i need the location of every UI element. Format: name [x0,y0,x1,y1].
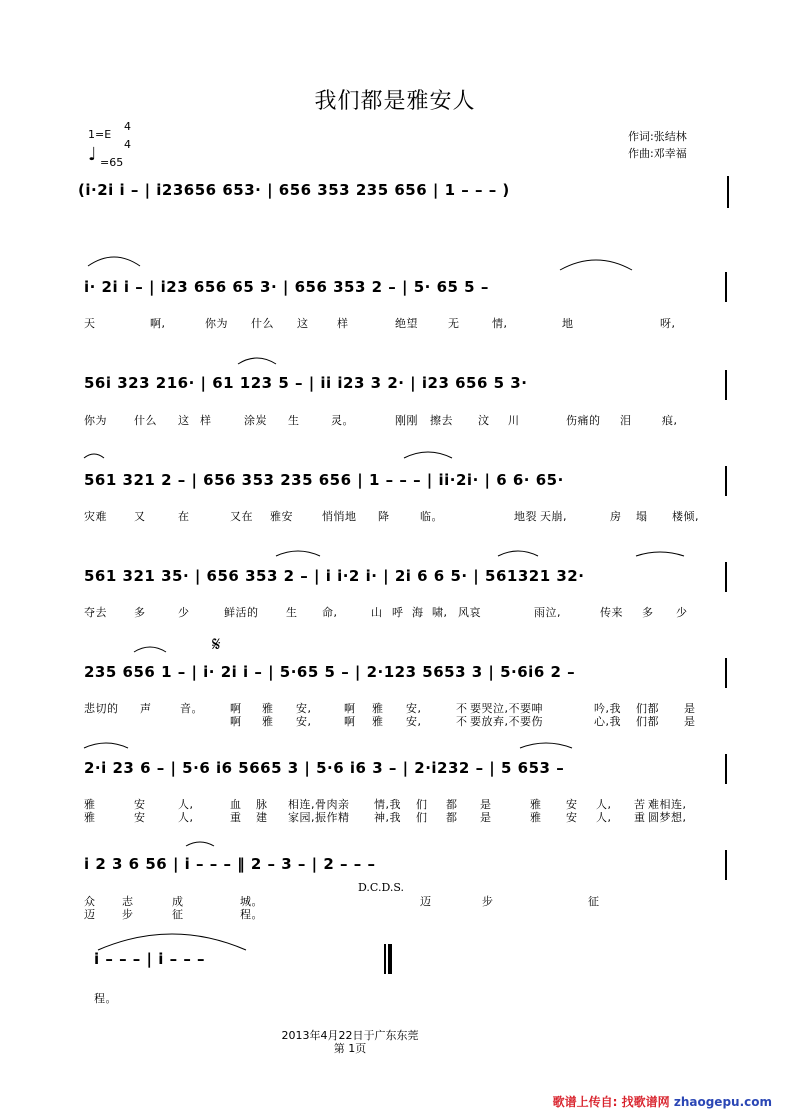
lyric: 泪 [620,414,632,427]
lyric: 地 [562,317,574,330]
lyric: 安, [296,715,312,728]
lyric: 雅安 [270,510,293,523]
lyric: 志 [122,895,134,908]
lyric: 样 [200,414,212,427]
watermark-site: 找歌谱网 [621,1095,670,1109]
lyric: 重 [634,811,646,824]
footer-date: 2013年4月22日于广东东莞 [281,1029,419,1042]
lyric: 在 [178,510,190,523]
quarter-note-icon: ♩ [88,144,97,165]
lyric: 迈 [420,895,432,908]
lyric: 城。 [240,895,263,908]
lyric: 难相连, [648,798,687,811]
lyric: 擦去 [430,414,453,427]
lyric: 灵。 [331,414,354,427]
lyric: 神,我 [374,811,401,824]
lyric: 程。 [94,992,117,1005]
lyric: 们 [416,811,428,824]
lyric: 众 [84,895,96,908]
lyric: 是 [480,811,492,824]
lyric: 这 [178,414,190,427]
lyric: 啊 [344,702,356,715]
lyric: 这 [297,317,309,330]
lyric: 雨泣, [534,606,561,619]
lyric: 程。 [240,908,263,921]
lyric: 雅 [530,811,542,824]
lyric: 多 [134,606,146,619]
lyric: 海 [412,606,424,619]
lyric: 川 [508,414,520,427]
composer: 作曲:邓幸福 [628,147,687,160]
notation-row-7: 2·i 23 6 – | 5·6 i6 5665 3 | 5·6 i6 3 – | 2·i232 – | 5 653 – [84,759,565,777]
lyric: 人, [178,811,194,824]
lyric: 又 [134,510,146,523]
lyric: 不 [456,702,468,715]
lyric: 情,我 [374,798,401,811]
lyricist: 作词:张结林 [628,130,687,143]
lyric: 们都 [636,715,659,728]
notation-row-2: i· 2i i – | i23 656 65 3· | 656 353 2 – | 5· 65 5 – [84,278,489,296]
time-sig-top: 4 [124,120,131,133]
lyric: 天 [84,317,96,330]
lyric: 又在 [230,510,253,523]
lyric: 安 [134,798,146,811]
lyric: 鲜活的 [224,606,259,619]
lyric: 涂炭 [244,414,267,427]
lyric: 汶 [478,414,490,427]
footer-page: 第 1页 [333,1042,367,1055]
lyric: 生 [286,606,298,619]
lyric: 安 [134,811,146,824]
lyric: 成 [172,895,184,908]
notation-row-8: i 2 3 6 56 | i – – – ‖ 2 – 3 – | 2 – – – [84,855,376,873]
lyric: 声 [140,702,152,715]
lyric: 啊 [230,702,242,715]
lyric: 要放弃,不要伤 [470,715,543,728]
lyric: 都 [446,811,458,824]
lyric: 你为 [205,317,228,330]
lyric: 步 [482,895,494,908]
lyric: 要哭泣,不要呻 [470,702,543,715]
lyric: 生 [288,414,300,427]
lyric: 音。 [180,702,203,715]
lyric: 悄悄地 [322,510,357,523]
notation-row-3: 56i 323 216· | 61 123 5 – | ii i23 3 2· | i23 656 5 3· [84,374,528,392]
lyric: 雅 [84,798,96,811]
lyric: 房 [610,510,622,523]
lyric: 安, [406,702,422,715]
lyric: 雅 [372,702,384,715]
lyric: 伤痛的 [566,414,601,427]
lyric: 脉 [256,798,268,811]
lyric: 心,我 [594,715,621,728]
lyric: 灾难 [84,510,107,523]
lyric: 是 [480,798,492,811]
lyric: 临。 [420,510,443,523]
lyric: 们都 [636,702,659,715]
lyric: 夺去 [84,606,107,619]
lyric: 地裂 [514,510,537,523]
lyric: 雅 [530,798,542,811]
time-sig-bottom: 4 [124,138,131,151]
lyric: 塌 [636,510,648,523]
lyric: 人, [178,798,194,811]
notation-row-5: 561 321 35· | 656 353 2 – | i i·2 i· | 2i 6 6 5· | 561321 32· [84,567,585,585]
song-title: 我们都是雅安人 [314,89,476,114]
lyric: 圆梦想, [648,811,687,824]
lyric: 你为 [84,414,107,427]
lyric: 啸, [432,606,448,619]
lyric: 呼 [392,606,404,619]
lyric: 啊 [230,715,242,728]
lyric: 是 [684,715,696,728]
lyric: 啊, [150,317,166,330]
lyric: 是 [684,702,696,715]
lyric: 雅 [372,715,384,728]
lyric: 雅 [262,715,274,728]
lyric: 都 [446,798,458,811]
segno-sign: 𝄋 [212,632,221,656]
lyric: 人, [596,798,612,811]
lyric: 相连,骨肉亲 [288,798,350,811]
lyric: 迈 [84,908,96,921]
lyric: 安, [406,715,422,728]
lyric: 山 [371,606,383,619]
lyric: 无 [448,317,460,330]
tempo: =65 [100,156,124,169]
lyric: 不 [456,715,468,728]
lyric: 楼倾, [672,510,699,523]
lyric: 步 [122,908,134,921]
lyric: 绝望 [395,317,418,330]
key-signature: 1=E [88,128,112,141]
notation-row-6: 235 656 1 – | i· 2i i – | 5·65 5 – | 2·123 5653 3 | 5·6i6 2 – [84,663,576,681]
watermark-url: zhaogepu.com [673,1095,772,1109]
notation-row-4: 561 321 2 – | 656 353 235 656 | 1 – – – | ii·2i· | 6 6· 65· [84,471,564,489]
lyric: 征 [172,908,184,921]
notation-row-9: i – – – | i – – – [94,950,206,968]
lyric: 安, [296,702,312,715]
lyric: 少 [676,606,688,619]
lyric: 吟,我 [594,702,621,715]
watermark-prefix: 歌谱上传自: [552,1095,618,1109]
lyric: 少 [178,606,190,619]
lyric: 天崩, [540,510,567,523]
lyric: 降 [378,510,390,523]
lyric: 人, [596,811,612,824]
lyric: 苦 [634,798,646,811]
lyric: 什么 [251,317,274,330]
lyric: 血 [230,798,242,811]
lyric: 雅 [84,811,96,824]
lyric: 建 [256,811,268,824]
lyric: 家园,振作精 [288,811,350,824]
lyric: 命, [322,606,338,619]
lyric: 征 [588,895,600,908]
lyric: 重 [230,811,242,824]
watermark [553,1093,772,1110]
lyric: 情, [492,317,508,330]
lyric: 安 [566,811,578,824]
lyric: 们 [416,798,428,811]
lyric: 呀, [660,317,676,330]
lyric: 多 [642,606,654,619]
notation-row-1: (i·2i i – | i23656 653· | 656 353 235 656 | 1 – – – ) [78,181,510,199]
lyric: 悲切的 [84,702,119,715]
lyric: 安 [566,798,578,811]
lyric: 痕, [662,414,678,427]
lyric: 刚刚 [395,414,418,427]
lyric: 啊 [344,715,356,728]
dc-ds-marking: D.C.D.S. [358,881,405,894]
lyric: 风哀 [458,606,481,619]
lyric: 什么 [134,414,157,427]
lyric: 样 [337,317,349,330]
lyric: 雅 [262,702,274,715]
lyric: 传来 [600,606,623,619]
